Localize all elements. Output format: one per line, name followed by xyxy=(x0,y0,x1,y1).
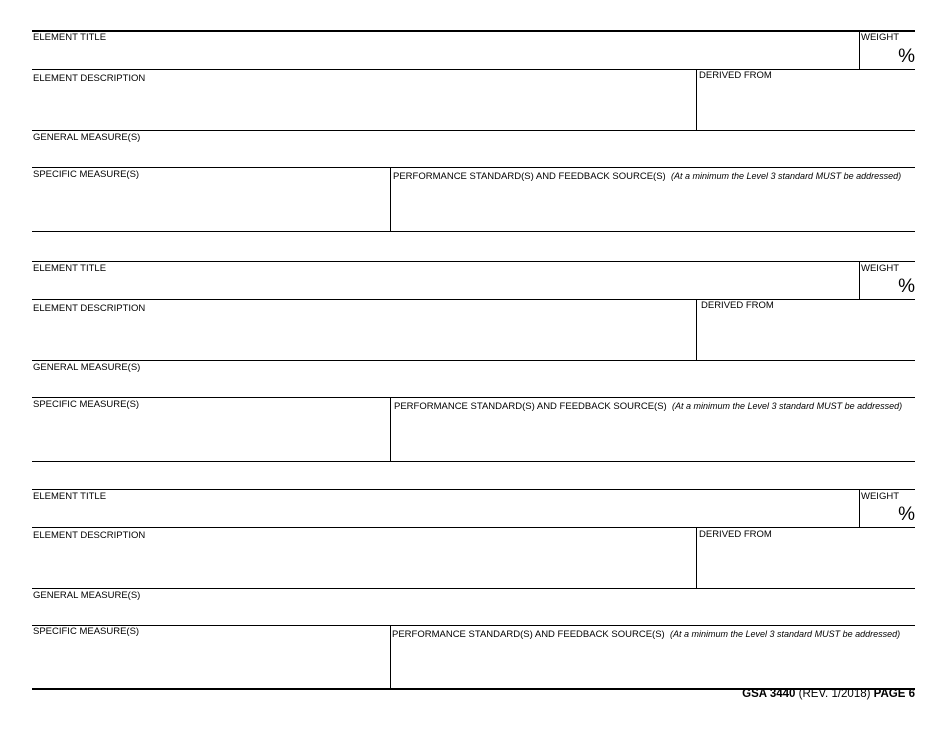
specific-measures-field[interactable] xyxy=(32,181,388,230)
form-revision: (REV. 1/2018) xyxy=(798,688,871,700)
element-title-label: ELEMENT TITLE xyxy=(33,491,107,502)
derived-from-field[interactable] xyxy=(699,541,915,587)
specific-measures-field[interactable] xyxy=(32,411,388,460)
element-description-label: ELEMENT DESCRIPTION xyxy=(33,530,146,541)
specific-measures-label: SPECIFIC MEASURE(S) xyxy=(33,399,140,410)
weight-field[interactable] xyxy=(861,502,901,527)
page-number: PAGE 6 xyxy=(873,688,915,700)
element-description-label: ELEMENT DESCRIPTION xyxy=(33,73,146,84)
specific-measures-label: SPECIFIC MEASURE(S) xyxy=(33,626,140,637)
general-measures-field[interactable] xyxy=(32,374,915,396)
element-title-field[interactable] xyxy=(32,43,858,68)
performance-standards-label: PERFORMANCE STANDARD(S) AND FEEDBACK SOURCE(S) (At a minimum the Level 3 standard MUST be addressed) xyxy=(393,171,902,182)
weight-label: WEIGHT xyxy=(861,32,899,43)
element-description-field[interactable] xyxy=(32,542,694,587)
form-number: GSA 3440 xyxy=(742,688,796,700)
element-description-field[interactable] xyxy=(32,315,694,359)
element-section-2 xyxy=(32,261,915,463)
derived-from-label: DERIVED FROM xyxy=(699,70,772,81)
weight-percent-sign: % xyxy=(898,276,915,297)
element-description-field[interactable] xyxy=(32,85,694,129)
performance-standards-field[interactable] xyxy=(393,641,915,687)
general-measures-label: GENERAL MEASURE(S) xyxy=(33,362,141,373)
weight-percent-sign: % xyxy=(898,46,915,67)
weight-label: WEIGHT xyxy=(861,491,899,502)
derived-from-label: DERIVED FROM xyxy=(701,300,774,311)
weight-field[interactable] xyxy=(861,43,901,68)
performance-note: (At a minimum the Level 3 standard MUST be addressed) xyxy=(672,401,903,411)
element-description-label: ELEMENT DESCRIPTION xyxy=(33,303,146,314)
performance-standards-label: PERFORMANCE STANDARD(S) AND FEEDBACK SOURCE(S) (At a minimum the Level 3 standard MUST be addressed) xyxy=(392,629,901,640)
specific-measures-field[interactable] xyxy=(32,638,388,687)
derived-from-label: DERIVED FROM xyxy=(699,529,772,540)
element-title-field[interactable] xyxy=(32,502,858,527)
weight-label: WEIGHT xyxy=(861,263,899,274)
performance-note: (At a minimum the Level 3 standard MUST be addressed) xyxy=(670,629,901,639)
general-measures-field[interactable] xyxy=(32,602,915,624)
element-section-1 xyxy=(32,30,915,232)
weight-percent-sign: % xyxy=(898,504,915,525)
specific-measures-label: SPECIFIC MEASURE(S) xyxy=(33,169,140,180)
performance-note: (At a minimum the Level 3 standard MUST be addressed) xyxy=(671,171,902,181)
general-measures-label: GENERAL MEASURE(S) xyxy=(33,132,141,143)
performance-standards-label: PERFORMANCE STANDARD(S) AND FEEDBACK SOURCE(S) (At a minimum the Level 3 standard MUST be addressed) xyxy=(394,401,903,412)
weight-field[interactable] xyxy=(861,274,901,299)
element-title-label: ELEMENT TITLE xyxy=(33,32,107,43)
derived-from-field[interactable] xyxy=(699,312,915,359)
performance-standards-field[interactable] xyxy=(393,183,915,230)
form-footer xyxy=(742,688,915,700)
derived-from-field[interactable] xyxy=(699,82,915,129)
element-title-field[interactable] xyxy=(32,274,858,299)
general-measures-field[interactable] xyxy=(32,144,915,166)
element-title-label: ELEMENT TITLE xyxy=(33,263,107,274)
general-measures-label: GENERAL MEASURE(S) xyxy=(33,590,141,601)
performance-standards-field[interactable] xyxy=(393,413,915,460)
element-section-3 xyxy=(32,489,915,691)
